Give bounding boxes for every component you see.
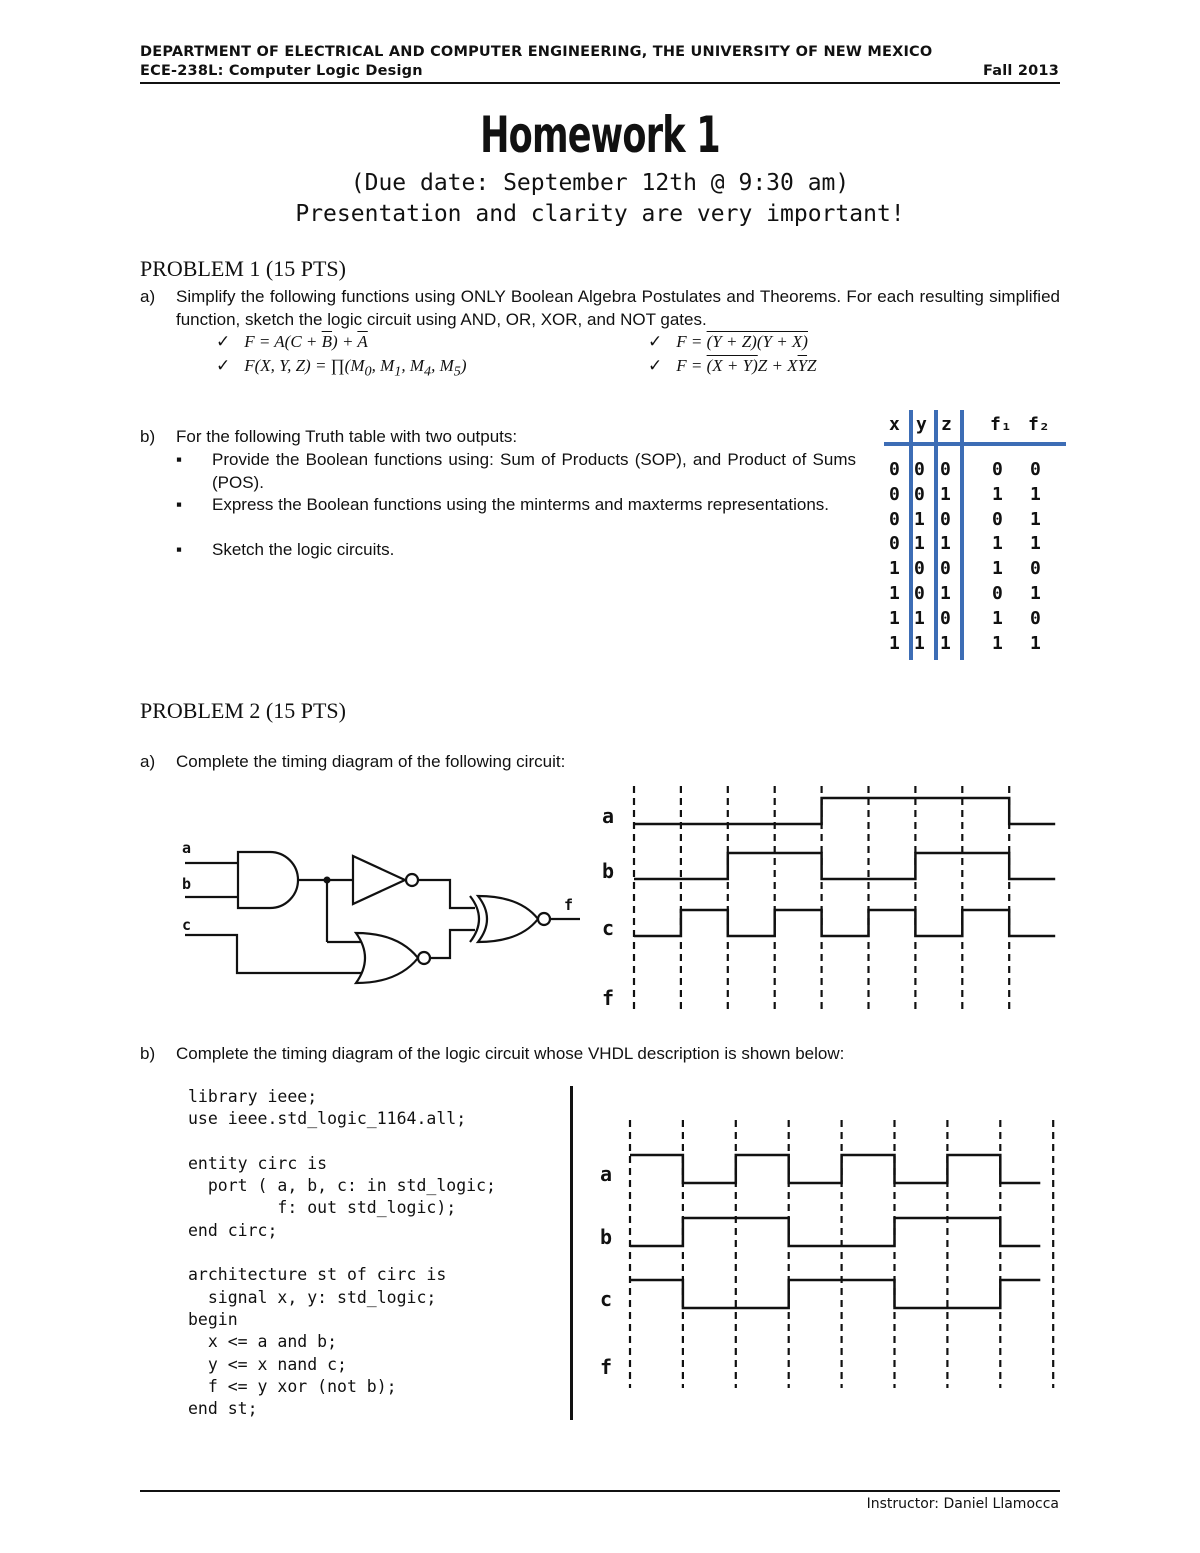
truth-table-cell: 1: [992, 483, 1003, 505]
truth-table-cell: 1: [1030, 632, 1041, 654]
signal-label-a: a: [600, 1162, 613, 1186]
waveform-c: [630, 1280, 1040, 1308]
p1-b-label: b): [140, 427, 156, 446]
truth-table-cell: 0: [1030, 607, 1041, 629]
input-c-label: c: [182, 916, 192, 934]
page-title: Homework 1: [480, 106, 720, 164]
truth-table-cell: 0: [889, 483, 900, 505]
waveform-c: [634, 910, 1055, 936]
problem-1-heading: [140, 256, 346, 282]
vhdl-line: architecture st of circ is: [188, 1265, 447, 1285]
signal-label-f: f: [602, 986, 615, 1010]
problem-2-heading: [140, 698, 346, 724]
truth-table-cell: 0: [940, 508, 951, 530]
vhdl-line: f <= y xor (not b);: [188, 1376, 397, 1396]
vhdl-line: end st;: [188, 1399, 258, 1419]
truth-table-cell: 0: [992, 459, 1003, 480]
code-divider: [570, 1086, 573, 1420]
problem-number: 2: [249, 698, 261, 723]
p2-a-text: Complete the timing diagram of the following circuit:: [176, 752, 566, 771]
footer-rule: [140, 1490, 1060, 1492]
truth-table-cell: 1: [889, 632, 900, 654]
problem-number: 1: [249, 256, 261, 281]
department-header: DEPARTMENT OF ELECTRICAL AND COMPUTER ENGINEERING, THE UNIVERSITY OF NEW MEXICO: [140, 44, 933, 60]
and-gate: [238, 852, 298, 908]
truth-table-cell: 0: [992, 583, 1003, 604]
output-f-label: f: [564, 896, 574, 914]
truth-table-cell: 0: [914, 583, 925, 604]
truth-table: [884, 410, 1068, 660]
truth-table-cell: 0: [992, 508, 1003, 530]
vhdl-line: f: out std_logic);: [188, 1198, 457, 1218]
formula-1: ✓ $F = A(C + \overline{B}) + \overline{A}$: [216, 332, 368, 352]
th-y: y: [916, 414, 927, 435]
table-divider: [909, 410, 913, 660]
th-x: x: [889, 414, 900, 435]
truth-table-cell: 1: [992, 607, 1003, 629]
signal-label-a: a: [602, 804, 615, 828]
waveform-a: [634, 798, 1055, 824]
vhdl-line: entity circ is: [188, 1153, 328, 1173]
signal-label-f: f: [600, 1355, 613, 1379]
clarity-note: Presentation and clarity are very important!: [295, 201, 905, 227]
header-rule: [140, 82, 1060, 84]
bullet-marker: ▪: [176, 495, 183, 514]
th-f1: f₁: [990, 414, 1012, 435]
vhdl-line: x <= a and b;: [188, 1332, 338, 1352]
vhdl-code: [188, 1086, 496, 1420]
truth-table-cell: 1: [992, 632, 1003, 654]
truth-table-cell: 1: [889, 583, 900, 604]
truth-table-cell: 1: [1030, 533, 1041, 555]
waveform-a: [630, 1155, 1040, 1183]
p1-a-label: a): [140, 287, 156, 306]
course-name: ECE-238L: Computer Logic Design: [140, 63, 423, 79]
vhdl-line: y <= x nand c;: [188, 1354, 347, 1374]
truth-table-cell: 0: [1030, 558, 1041, 580]
formula-2: ✓ F(X, Y, $Z) = \prod(M_0$, $M_1$, $M_4$, $M_5$): [216, 356, 467, 380]
timing-diagram-b: [590, 1116, 1070, 1392]
term: Fall 2013: [983, 63, 1059, 79]
not-gate: [353, 856, 405, 904]
truth-table-cell: 1: [992, 533, 1003, 555]
vhdl-line: [188, 1242, 496, 1264]
truth-table-cell: 0: [914, 459, 925, 480]
truth-table-cell: 1: [940, 483, 951, 505]
vhdl-line: end circ;: [188, 1220, 278, 1240]
formula-3: ✓ F = (Y + Z)(Y + X): [648, 332, 808, 352]
truth-table-cell: 0: [889, 508, 900, 530]
signal-label-b: b: [600, 1225, 613, 1249]
truth-table-cell: 0: [940, 459, 951, 480]
truth-table-cell: 1: [889, 607, 900, 629]
logic-circuit: [170, 830, 590, 990]
timing-diagram-a: [590, 782, 1070, 1018]
p2-b-label: b): [140, 1044, 156, 1063]
input-b-label: b: [182, 875, 192, 893]
xnor-gate: [470, 896, 479, 942]
truth-table-cell: 1: [992, 558, 1003, 580]
vhdl-line: port ( a, b, c: in std_logic;: [188, 1176, 496, 1196]
truth-table-cell: 0: [1030, 459, 1041, 480]
th-f2: f₂: [1028, 414, 1050, 435]
p1-b-text: For the following Truth table with two outputs:: [176, 427, 518, 446]
truth-table-cell: 1: [940, 632, 951, 654]
truth-table-cell: 1: [914, 508, 925, 530]
truth-table-cell: 1: [940, 533, 951, 555]
truth-table-cell: 1: [914, 607, 925, 629]
input-a-label: a: [182, 839, 192, 857]
waveform-b: [634, 853, 1055, 879]
truth-table-cell: 1: [940, 583, 951, 604]
truth-table-cell: 0: [889, 533, 900, 555]
problem-points: (15 PTS): [265, 256, 346, 281]
vhdl-line: [188, 1131, 496, 1153]
truth-table-cell: 0: [889, 459, 900, 480]
truth-table-cell: 1: [889, 558, 900, 580]
bullet-sketch: Sketch the logic circuits.: [212, 540, 395, 559]
signal-label-b: b: [602, 859, 615, 883]
p2-a-label: a): [140, 752, 156, 771]
table-divider: [934, 410, 938, 660]
truth-table-cell: 0: [940, 558, 951, 580]
problem-points: (15 PTS): [265, 698, 346, 723]
truth-table-cell: 1: [1030, 508, 1041, 530]
truth-table-cell: 1: [914, 632, 925, 654]
p2-b-text: Complete the timing diagram of the logic circuit whose VHDL description is shown below:: [176, 1044, 845, 1063]
truth-table-cell: 0: [914, 558, 925, 580]
bullet-marker: ▪: [176, 450, 183, 469]
nor-gate: [356, 933, 418, 983]
truth-table-cell: 1: [1030, 483, 1041, 505]
truth-table-cell: 0: [940, 607, 951, 629]
p1-a-text: Simplify the following functions using ONLY Boolean Algebra Postulates and Theorems. For each resulting simplified function, sketch the logic circuit using AND, OR, XOR, and NOT gates.: [176, 287, 1060, 329]
truth-table-cell: 1: [1030, 583, 1041, 604]
signal-label-c: c: [602, 916, 615, 940]
bullet-sop-pos: Provide the Boolean functions using: Sum of Products (SOP), and Product of Sums (POS).: [212, 450, 856, 492]
due-date: (Due date: September 12th @ 9:30 am): [350, 170, 850, 196]
truth-table-cell: 0: [914, 483, 925, 505]
table-header-rule: [884, 442, 1066, 446]
signal-label-c: c: [600, 1287, 613, 1311]
vhdl-line: library ieee;: [188, 1087, 318, 1106]
bullet-minterms: Express the Boolean functions using the minterms and maxterms representations.: [212, 495, 830, 514]
vhdl-line: signal x, y: std_logic;: [188, 1287, 437, 1307]
formula-4: ✓ $F = (X + Y)Z + X\overline{Y}Z$: [648, 356, 817, 376]
instructor: Instructor: Daniel Llamocca: [866, 1496, 1059, 1512]
table-divider: [960, 410, 964, 660]
waveform-b: [630, 1218, 1040, 1246]
bullet-marker: ▪: [176, 540, 183, 559]
th-z: z: [941, 414, 952, 435]
truth-table-cell: 1: [914, 533, 925, 555]
vhdl-line: use ieee.std_logic_1164.all;: [188, 1109, 467, 1129]
problem-word: PROBLEM: [140, 256, 244, 281]
problem-word: PROBLEM: [140, 698, 244, 723]
vhdl-line: begin: [188, 1309, 238, 1329]
